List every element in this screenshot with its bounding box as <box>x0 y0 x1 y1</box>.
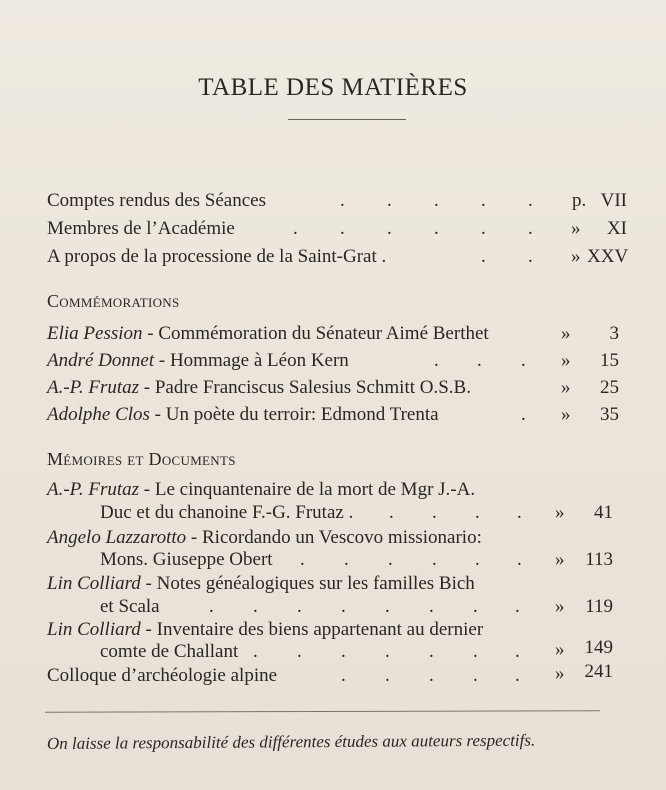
leader-dot: . <box>521 350 526 371</box>
entry-title: A propos de la processione de la Saint-Grat . <box>47 246 387 267</box>
entry-title: Le cinquantenaire de la mort de Mgr J.-A. <box>154 479 476 500</box>
footnote: On laisse la responsabilité des différentes études aux auteurs respectifs. <box>46 730 536 753</box>
leader-dot: . <box>481 246 486 267</box>
leader-dot: . <box>475 502 480 523</box>
leader-dot: . <box>341 641 346 662</box>
leader-dot: . <box>434 190 439 211</box>
leader-dot: . <box>340 218 345 239</box>
toc-entry[interactable] <box>47 526 617 578</box>
page-number: VII <box>600 190 627 211</box>
leader-dot: . <box>473 596 478 617</box>
leader-dot: . <box>429 665 434 686</box>
page-prefix: » <box>561 350 571 371</box>
page-prefix: » <box>555 502 565 523</box>
page-prefix: p. <box>572 190 587 211</box>
leader-dot: . <box>344 549 349 570</box>
leader-dot: . <box>385 596 390 617</box>
page-number: 35 <box>600 404 619 425</box>
leader-dot: . <box>477 350 482 371</box>
entry-separator: - <box>139 377 155 398</box>
page-prefix: » <box>561 404 571 425</box>
entry-title: Colloque d’archéologie alpine <box>47 665 278 686</box>
entry-title: Un poète du terroir: Edmond Trenta <box>165 404 439 425</box>
entry-author: Elia Pession <box>47 323 143 344</box>
page-number: 149 <box>584 637 613 658</box>
leader-dot: . <box>385 665 390 686</box>
leader-dot: . <box>517 549 522 570</box>
entry-separator: - <box>149 404 166 425</box>
entry-separator: - <box>140 619 157 640</box>
page-prefix: » <box>555 639 565 660</box>
entry-title-continuation: Mons. Giuseppe Obert <box>100 549 273 570</box>
leader-dot: . <box>515 665 520 686</box>
page-number: 3 <box>609 323 619 344</box>
entry-title: Notes généalogiques sur les familles Bich <box>156 573 475 594</box>
leader-dot: . <box>528 218 533 239</box>
entry-separator: - <box>186 527 202 548</box>
leader-dot: . <box>253 596 258 617</box>
leader-dot: . <box>297 641 302 662</box>
page-number: 25 <box>600 377 619 398</box>
entry-title-continuation: et Scala <box>100 596 160 617</box>
leader-dot: . <box>341 596 346 617</box>
title-underline <box>288 119 406 120</box>
section-heading-memoires: Mémoires et Documents <box>47 449 236 469</box>
leader-dot: . <box>473 641 478 662</box>
page-number: XI <box>606 218 627 239</box>
leader-dot: . <box>515 596 520 617</box>
leader-dot: . <box>429 596 434 617</box>
toc-entry[interactable] <box>47 572 617 624</box>
entry-title: Commémoration du Sénateur Aimé Berthet <box>158 323 489 344</box>
leader-dot: . <box>473 665 478 686</box>
entry-author: A.-P. Frutaz <box>47 377 140 398</box>
entry-author: A.-P. Frutaz <box>47 479 140 500</box>
leader-dot: . <box>515 641 520 662</box>
leader-dot: . <box>300 549 305 570</box>
leader-dot: . <box>517 502 522 523</box>
page-number: 15 <box>600 350 619 371</box>
leader-dot: . <box>385 641 390 662</box>
entry-title-continuation: Duc et du chanoine F.-G. Frutaz . <box>100 502 354 523</box>
entry-title: Comptes rendus des Séances <box>47 190 266 211</box>
entry-title: Padre Franciscus Salesius Schmitt O.S.B. <box>154 377 471 398</box>
entry-separator: - <box>154 350 170 371</box>
entry-separator: - <box>142 323 159 344</box>
leader-dot: . <box>341 665 346 686</box>
leader-dot: . <box>475 549 480 570</box>
page-prefix: » <box>555 663 565 684</box>
entry-author: Adolphe Clos <box>47 404 150 425</box>
leader-dot: . <box>434 350 439 371</box>
leader-dot: . <box>387 190 392 211</box>
leader-dot: . <box>481 190 486 211</box>
footnote-divider <box>45 710 600 712</box>
leader-dot: . <box>253 641 258 662</box>
page-title: TABLE DES MATIÈRES <box>198 74 468 101</box>
section-heading-commemorations: Commémorations <box>47 291 180 311</box>
leader-dot: . <box>387 218 392 239</box>
entry-author: Lin Colliard <box>47 619 141 640</box>
leader-dot: . <box>432 502 437 523</box>
entry-title: Inventaire des biens appartenant au dernier <box>156 619 484 640</box>
toc-entry[interactable] <box>47 478 617 530</box>
leader-dot: . <box>528 246 533 267</box>
leader-dot: . <box>528 190 533 211</box>
entry-separator: - <box>140 573 157 594</box>
leader-dot: . <box>388 549 393 570</box>
page-prefix: » <box>555 596 565 617</box>
page-number: 41 <box>594 502 613 523</box>
leader-dot: . <box>481 218 486 239</box>
leader-dot: . <box>521 404 526 425</box>
entry-title: Membres de l’Académie <box>47 218 235 239</box>
leader-dot: . <box>340 190 345 211</box>
entry-author: Angelo Lazzarotto <box>47 527 187 548</box>
leader-dot: . <box>293 218 298 239</box>
leader-dot: . <box>429 641 434 662</box>
page-number: XXV <box>587 246 629 267</box>
entry-author: Lin Colliard <box>47 573 141 594</box>
page-prefix: » <box>561 377 571 398</box>
page-prefix: » <box>571 218 581 239</box>
leader-dot: . <box>434 218 439 239</box>
leader-dot: . <box>432 549 437 570</box>
leader-dot: . <box>297 596 302 617</box>
page-prefix: » <box>571 246 581 267</box>
page-number: 241 <box>584 661 613 682</box>
entry-title: Ricordando un Vescovo missionario: <box>202 527 482 548</box>
entry-title-continuation: comte de Challant <box>100 641 239 662</box>
page-number: 113 <box>585 549 613 570</box>
toc-entry[interactable] <box>47 618 617 670</box>
entry-author: André Donnet <box>47 350 155 371</box>
page-prefix: » <box>555 549 565 570</box>
page-prefix: » <box>561 323 571 344</box>
leader-dot: . <box>209 596 214 617</box>
entry-title: Hommage à Léon Kern <box>169 350 349 371</box>
leader-dot: . <box>389 502 394 523</box>
entry-separator: - <box>139 479 155 500</box>
page-number: 119 <box>585 596 613 617</box>
